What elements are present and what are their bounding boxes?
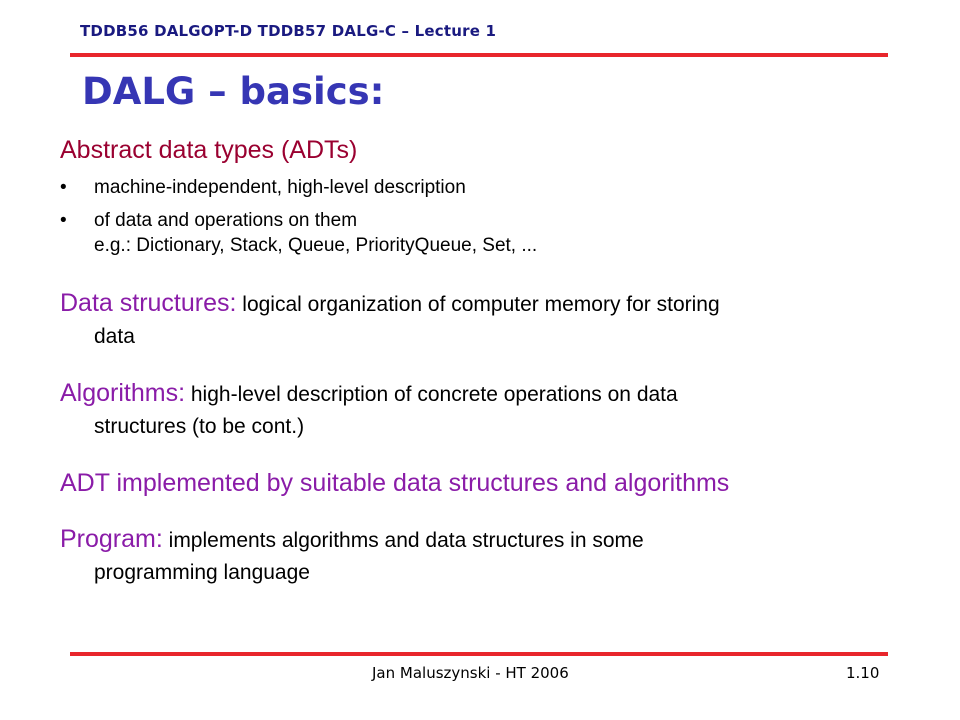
data-structures-term: Data structures: xyxy=(60,289,237,317)
slide-body xyxy=(60,135,930,588)
header-course-codes: TDDB56 DALGOPT-D TDDB57 DALG-C – Lecture 1 xyxy=(80,22,497,40)
algorithms-term: Algorithms: xyxy=(60,379,186,407)
algorithms-paragraph xyxy=(60,378,930,442)
program-term: Program: xyxy=(60,525,163,553)
data-structures-paragraph xyxy=(60,288,930,352)
adt-heading: Abstract data types (ADTs) xyxy=(60,136,358,164)
data-structures-text: logical organization of computer memory for storing xyxy=(236,293,720,316)
program-text-cont: programming language xyxy=(94,561,310,584)
program-text: implements algorithms and data structures in some xyxy=(162,529,644,552)
bullet-item xyxy=(60,175,930,200)
header-divider xyxy=(70,53,888,57)
footer-divider xyxy=(70,652,888,656)
footer-author: Jan Maluszynski - HT 2006 xyxy=(372,664,569,682)
slide-title: DALG – basics: xyxy=(82,70,385,113)
bullet-text: of data and operations on them xyxy=(94,210,358,231)
bullet-item xyxy=(60,208,930,258)
program-paragraph xyxy=(60,524,930,588)
bullet-dot: • xyxy=(60,210,67,231)
bullet-dot: • xyxy=(60,177,67,198)
algorithms-text: high-level description of concrete operations on data xyxy=(185,383,678,406)
algorithms-text-cont: structures (to be cont.) xyxy=(94,415,305,438)
bullet-text-examples: e.g.: Dictionary, Stack, Queue, PriorityQueue, Set, ... xyxy=(94,235,538,256)
bullet-text: machine-independent, high-level description xyxy=(94,177,466,198)
adt-statement: ADT implemented by suitable data structures and algorithms xyxy=(60,469,730,497)
footer-page-number: 1.10 xyxy=(846,664,880,682)
adt-bullet-list xyxy=(60,175,930,258)
data-structures-text-cont: data xyxy=(94,325,135,348)
